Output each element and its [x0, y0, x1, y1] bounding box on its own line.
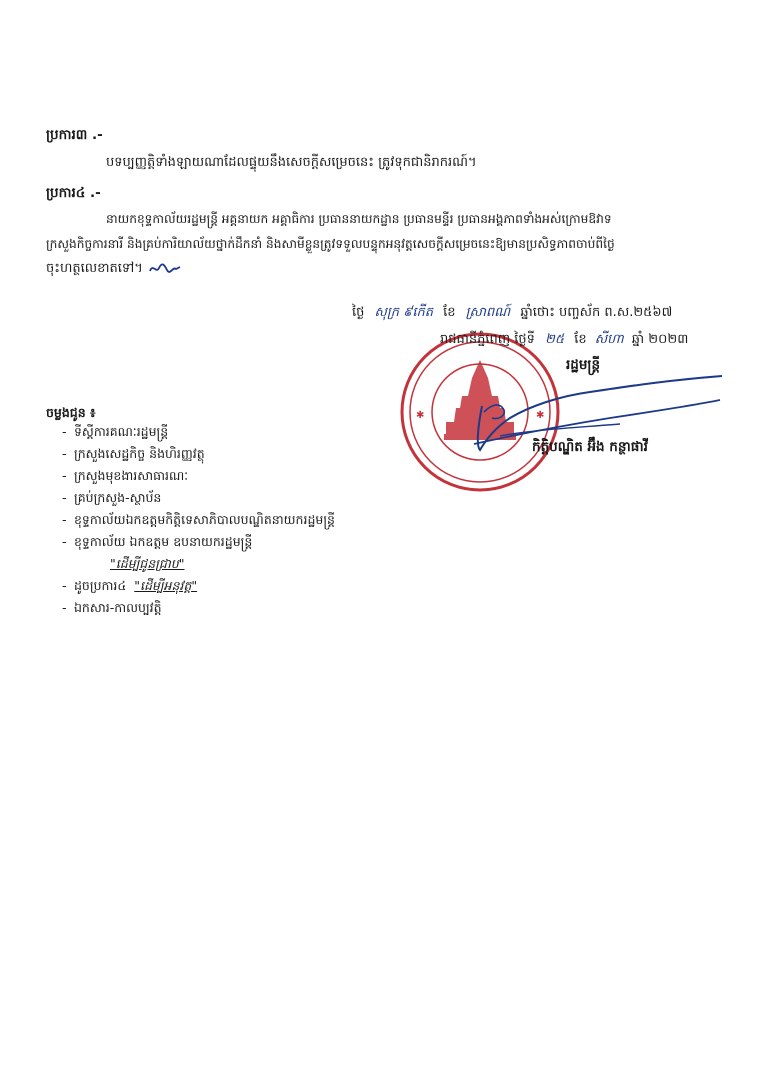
article-3-heading: ប្រការ៣ .-	[46, 127, 103, 143]
signatory-title: រដ្ឋមន្ត្រី	[566, 357, 601, 373]
month-label: ខែ	[574, 332, 587, 347]
list-item: - ខុទ្ទកាល័យឯកឧត្តមកិត្តិទេសាភិបាលបណ្ឌិតនាយករដ្ឋមន្ត្រី	[62, 512, 335, 527]
article-3-text: បទប្បញ្ញត្តិទាំងឡាយណាដែលផ្ទុយនឹងសេចក្តីសម្រេចនេះ ត្រូវទុកជានិរាករណ៍។	[106, 155, 477, 170]
svg-text:✱: ✱	[536, 410, 545, 421]
lunar-month-prefix: ខែ	[443, 305, 456, 320]
initial-mark-icon	[148, 260, 182, 276]
note-implement: "ដើម្បីអនុវត្ត"	[134, 578, 198, 593]
list-item: - ទីស្តីការគណៈរដ្ឋមន្ត្រី	[62, 424, 169, 439]
list-item: - ក្រសួងមុខងារសាធារណៈ	[62, 468, 189, 483]
list-item: - ខុទ្ទកាល័យ ឯកឧត្តម ឧបនាយករដ្ឋមន្ត្រី	[62, 534, 253, 549]
article-4-line-2: ក្រសួងកិច្ចការនារី និងគ្រប់ការិយាល័យថ្នាក់ដឹកនាំ និងសាមីខ្លួនត្រូវទទួលបន្ទុកអនុវត្តសេចក្តីសម្រេចនេះឱ្យមានប្រសិទ្ធភាពចាប់ពីថ្ងៃ	[46, 237, 615, 251]
list-item: - គ្រប់ក្រសួង-ស្ថាប័ន	[62, 490, 162, 505]
place-date-text: រាជធានីភ្នំពេញ ថ្ងៃទី	[440, 332, 535, 347]
signatory-name: កិត្តិបណ្ឌិត អ៊ឹង កន្ថាផាវី	[532, 439, 648, 455]
list-item: - ឯកសារ-កាលប្បវត្តិ	[62, 600, 162, 615]
year-label: ឆ្នាំ ២០២៣	[631, 332, 689, 347]
lunar-month-handwritten: ស្រាពណ៍	[465, 305, 511, 320]
list-item: - ដូចប្រការ៤ "ដើម្បីអនុវត្ត"	[62, 578, 198, 593]
article-4-heading: ប្រការ៤ .-	[46, 185, 101, 201]
list-item: - ក្រសួងសេដ្ឋកិច្ច និងហិរញ្ញវត្ថុ	[62, 446, 205, 461]
recipients-heading: ចម្លងជូន ៖	[46, 405, 96, 420]
month-handwritten: សីហា	[594, 332, 624, 347]
article-4-line-3: ចុះហត្ថលេខាតទៅ។	[46, 261, 143, 276]
day-handwritten: ២៥	[545, 332, 565, 347]
note-inform: "ដើម្បីជូនជ្រាប"	[110, 556, 185, 571]
date-solar-line	[440, 331, 688, 349]
lunar-day-handwritten: សុក្រ ៩កើត	[374, 305, 433, 320]
article-4-line-1: នាយកខុទ្ទកាល័យរដ្ឋមន្ត្រី អគ្គនាយក អគ្គាធិការ ប្រធាននាយកដ្ឋាន ប្រធានមន្ទីរ ប្រធានអង្គភាពទាំងអស់ក្រោមឱវាទ	[106, 212, 612, 226]
lunar-day-prefix: ថ្ងៃ	[352, 305, 365, 320]
lunar-year-text: ឆ្នាំថោះ បញ្ចស័ក ព.ស.២៥៦៧	[520, 305, 673, 320]
date-lunar-line	[352, 304, 672, 322]
svg-text:✱: ✱	[416, 410, 425, 421]
